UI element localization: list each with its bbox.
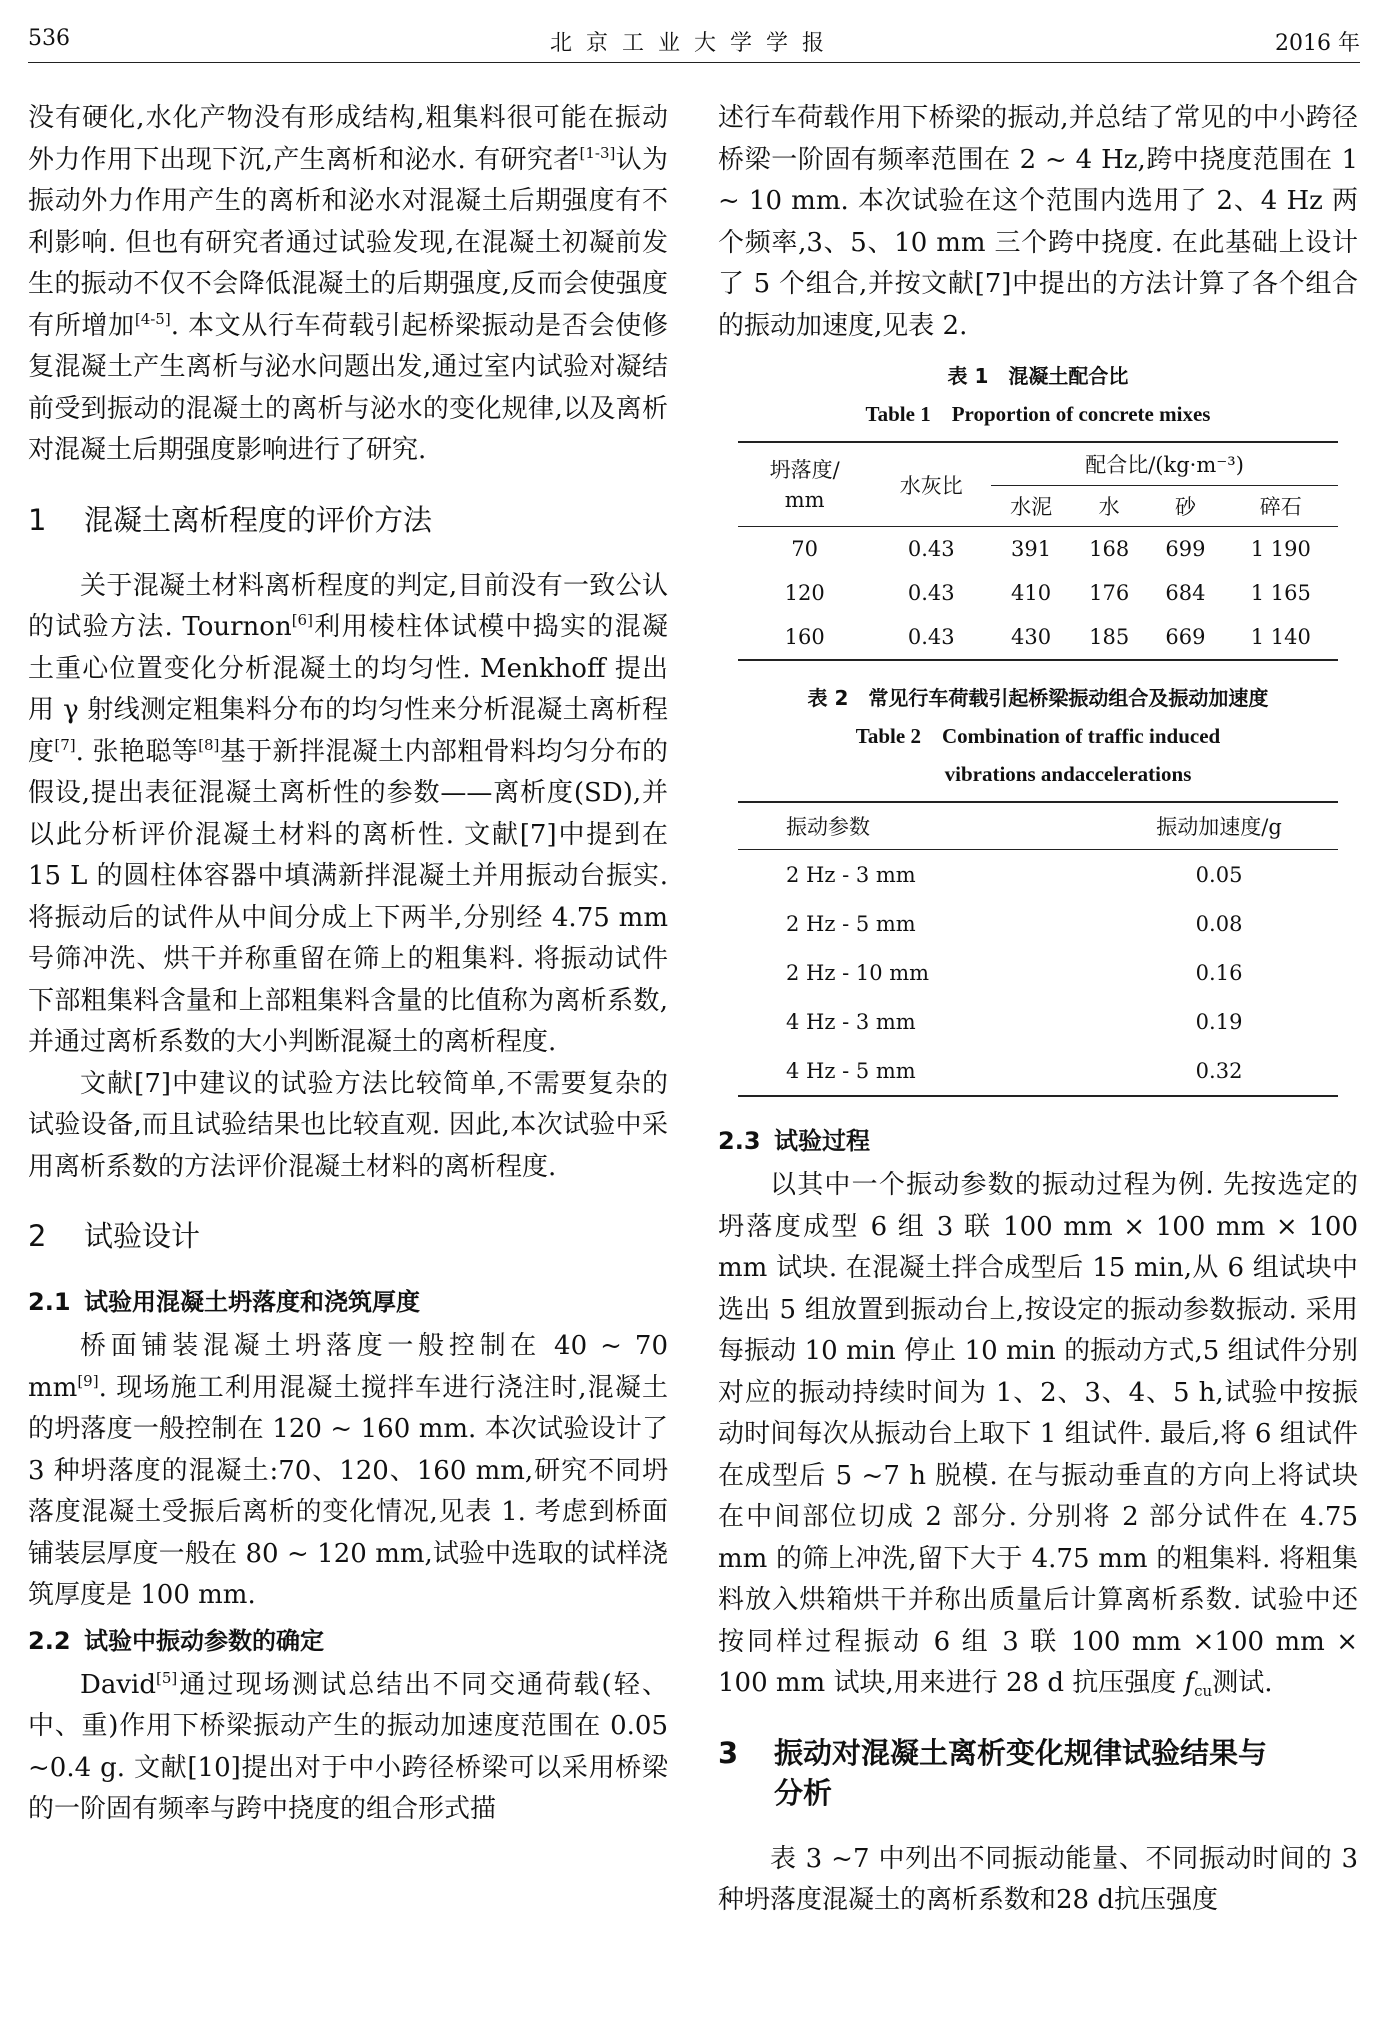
- paragraph-intro-cont: 没有硬化,水化产物没有形成结构,粗集料很可能在振动外力作用下出现下沉,产生离析和泌水. 有研究者[1-3]认为振动外力作用产生的离析和泌水对混凝土后期强度有不利影响. 但也有研究者通过试验发现,在混凝土初凝前发生的振动不仅不会降低混凝土的后期强度,反而会使强度有所增加[4-5]. 本文从行车荷载引起桥梁振动是否会使修复混凝土产生离析与泌水问题出发,通过室内试验对凝结前受到振动的混凝土的离析与泌水的变化规律,以及离析对混凝土后期强度影响进行了研究.: [28, 103, 668, 465]
- section-heading-3: 3 振动对混凝土离析变化规律试验结果与 分析: [718, 1735, 1268, 1810]
- citation[interactable]: [8]: [198, 735, 220, 754]
- table2-caption-en-1: Table 2 Combination of traffic induced: [855, 724, 1221, 748]
- paragraph-procedure: 以其中一个振动参数的振动过程为例. 先按选定的坍落度成型 6 组 3 联 100 mm × 100 mm × 100 mm 试块. 在混凝土拌合成型后 15 min,从 6 组试块中选出 5 组放置到振动台上,按设定的振动参数振动. 采用每振动 10 min 停止 10 min 的振动方式,5 组试件分别对应的振动持续时间为 1、2、3、4、5 h,试验中按振动时间每次从振动台上取下 1 组试件. 最后,将 6 组试件在成型后 5 ~7 h 脱模. 在与振动垂直的方向上将试块在中间部位切成 2 部分. 分别将 2 部分试件在 4.75 mm 的筛上冲洗,留下大于 4.75 mm 的粗集料. 将粗集料放入烘箱烘干并称出质量后计算离析系数. 试验中还按同样过程振动 6 组 3 联 100 mm ×100 mm × 100 mm 试块,用来进行 28 d 抗压强度 $f_{cu}$测试.: [718, 1170, 1358, 1700]
- col-header-vibration-param: 振动参数: [738, 802, 1100, 850]
- col-header-mix: 配合比/(kg·m⁻³): [991, 442, 1338, 486]
- paragraph-method: 关于混凝土材料离析程度的判定,目前没有一致公认的试验方法. Tournon[6]利用棱柱体试模中捣实的混凝土重心位置变化分析混凝土的均匀性. Menkhoff 提出用 γ 射线测定粗集料分布的均匀性来分析混凝土离析程度[7]. 张艳聪等[8]基于新拌混凝土内部粗骨料均匀分布的假设,提出表征混凝土离析性的参数——离析度(SD),并以此分析评价混凝土材料的离析性. 文献[7]中提到在 15 L 的圆柱体容器中填满新拌混凝土并用振动台振实. 将振动后的试件从中间分成上下两半,分别经 4.75 mm 号筛冲洗、烘干并称重留在筛上的粗集料. 将振动试件下部粗集料含量和上部粗集料含量的比值称为离析系数,并通过离析系数的大小判断混凝土的离析程度.: [28, 570, 668, 1057]
- section-heading-2: 2 试验设计: [28, 1219, 201, 1253]
- table1-caption-cn: 表 1 混凝土配合比: [947, 364, 1129, 388]
- table-row: 2 Hz - 5 mm 0.08: [786, 911, 1243, 936]
- section-heading-1: 1 混凝土离析程度的评价方法: [28, 502, 433, 537]
- table-row: 4 Hz - 5 mm 0.32: [786, 1058, 1243, 1083]
- table-concrete-mix: [738, 441, 1338, 661]
- subsection-heading-2-3: 2.3 试验过程: [718, 1127, 870, 1155]
- col-header-acceleration: 振动加速度/g: [1100, 802, 1338, 850]
- paragraph-slump: 桥面铺装混凝土坍落度一般控制在 40 ~ 70 mm[9]. 现场施工利用混凝土搅拌车进行浇注时,混凝土的坍落度一般控制在 120 ~ 160 mm. 本次试验设计了 3 种坍落度的混凝土:70、120、160 mm,研究不同坍落度混凝土受振后离析的变化情况,见表 1. 考虑到桥面铺装层厚度一般在 80 ~ 120 mm,试验中选取的试样浇筑厚度是 100 mm.: [28, 1331, 668, 1610]
- col-header-wc-ratio: 水灰比: [871, 442, 991, 527]
- page-number: 536: [28, 26, 70, 51]
- subsection-heading-2-2: 2.2 试验中振动参数的确定: [28, 1626, 324, 1655]
- right-column: [718, 98, 1358, 1922]
- col-header-slump: 坍落度/ mm: [738, 442, 871, 527]
- paragraph-vibration-params: David[5]通过现场测试总结出不同交通荷载(轻、中、重)作用下桥梁振动产生的振动加速度范围在 0.05 ~0.4 g. 文献[10]提出对于中小跨径桥梁可以采用桥梁的一阶固有频率与跨中挠度的组合形式描: [28, 1668, 668, 1824]
- col-header-cement: 水泥: [991, 486, 1071, 527]
- table-row: 4 Hz - 3 mm 0.19: [786, 1009, 1243, 1034]
- col-header-sand: 砂: [1147, 486, 1223, 527]
- journal-name: 北京工业大学学报: [549, 31, 838, 56]
- table-vibration-combinations: [738, 801, 1338, 1097]
- left-column: [28, 98, 668, 1831]
- subsection-heading-2-1: 2.1 试验用混凝土坍落度和浇筑厚度: [28, 1288, 420, 1316]
- table2-caption-en-2: vibrations andaccelerations: [944, 762, 1192, 786]
- paragraph-results: 表 3 ~7 中列出不同振动能量、不同振动时间的 3种坍落度混凝土的离析系数和28 d抗压强度: [718, 1843, 1358, 1915]
- table-row: 120 0.43 410 176 684 1 165: [784, 581, 1311, 605]
- citation[interactable]: [4-5]: [134, 309, 171, 328]
- citation[interactable]: [1-3]: [579, 143, 616, 162]
- table-row: 70 0.43 391 168 699 1 190: [791, 537, 1311, 561]
- citation[interactable]: [6]: [291, 611, 313, 629]
- page-header: [28, 26, 1360, 63]
- citation[interactable]: [9]: [77, 1371, 99, 1390]
- table2-caption-cn: 表 2 常见行车荷载引起桥梁振动组合及振动加速度: [807, 686, 1269, 710]
- table-row: 2 Hz - 3 mm 0.05: [786, 862, 1243, 887]
- journal-year: 2016 年: [1275, 31, 1360, 56]
- paragraph-vibration-cont: 述行车荷载作用下桥梁的振动,并总结了常见的中小跨径桥梁一阶固有频率范围在 2 ~ 4 Hz,跨中挠度范围在 1 ~ 10 mm. 本次试验在这个范围内选用了 2、4 Hz 两个频率,3、5、10 mm 三个跨中挠度. 在此基础上设计了 5 个组合,并按文献[7]中提出的方法计算了各个组合的振动加速度,见表 2.: [718, 103, 1358, 341]
- table1-caption-en: Table 1 Proportion of concrete mixes: [865, 402, 1211, 426]
- citation[interactable]: [7]: [54, 735, 76, 754]
- col-header-water: 水: [1071, 486, 1147, 527]
- table-row: 2 Hz - 10 mm 0.16: [786, 960, 1243, 985]
- citation[interactable]: [5]: [156, 1668, 178, 1687]
- paragraph-method-choice: 文献[7]中建议的试验方法比较简单,不需要复杂的试验设备,而且试验结果也比较直观. 因此,本次试验中采用离析系数的方法评价混凝土材料的离析程度.: [28, 1068, 668, 1182]
- table-row: 160 0.43 430 185 669 1 140: [784, 625, 1311, 649]
- col-header-gravel: 碎石: [1224, 486, 1338, 527]
